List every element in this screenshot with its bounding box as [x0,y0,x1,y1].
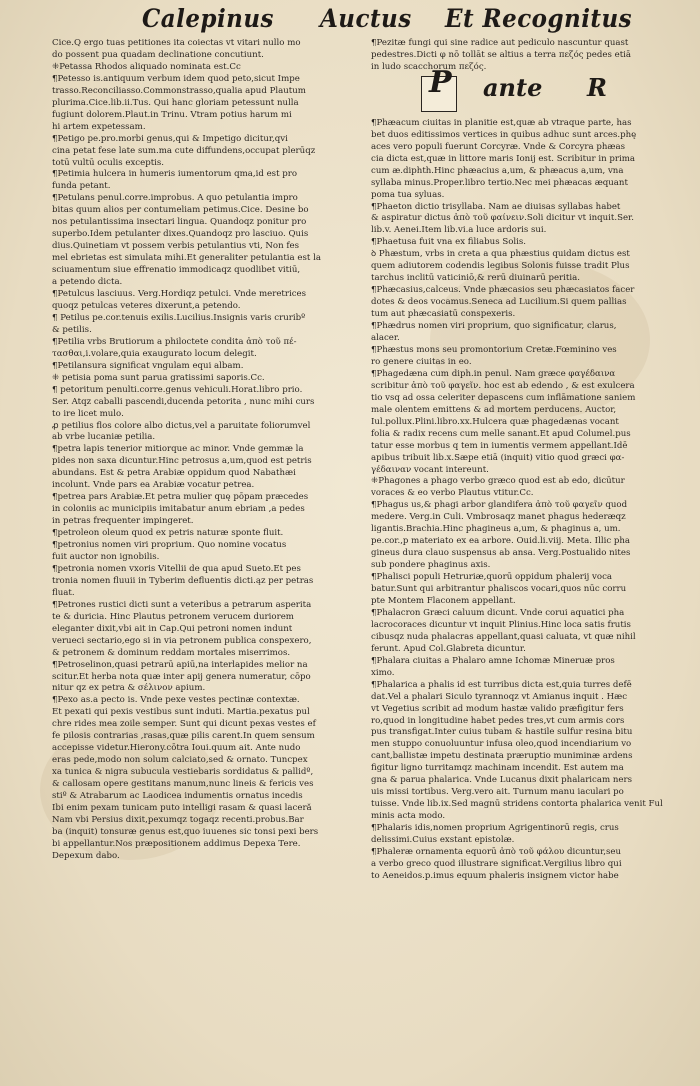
text-line: abundans. Est & petra Arabiæ oppidum quod Nabathæi [52,468,296,479]
left-column [52,38,374,863]
text-line: pedestres.Dicti φ nō tollāt se altius a terra πεζός pedes etiā [371,49,632,60]
text-line: poma tua syluas. [371,189,445,200]
text-line: & petilis. [52,324,92,335]
text-line: tronia nomen fluuii in Tyberim defluentis dicti.ąz per petras [52,575,314,586]
text-line: fluat. [52,587,75,598]
text-line: ¶Phaetusa fuit vna ex filiabus Solis. [371,237,527,248]
text-line: ¶Phædrus nomen viri proprium, quo significatur, clarus, [371,321,617,332]
text-line: & callosam opere gestitans manum,nunc lineis & fericis ves [52,779,314,790]
text-line: in ludo scacchorum πεζός. [371,61,487,72]
text-line: ¶Phalisci populi Hetruriæ,quorū oppidum phalerij voca [371,572,613,583]
text-line: pides non saxa dicuntur.Hinc petrosus a,um,quod est petris [52,456,312,467]
text-line: ¶Petrones rustici dicti sunt a veteribus a petrarum asperita [52,599,312,610]
section-heading-letter: R [587,72,607,102]
text-line: ¶Petilia vrbs Brutiorum a philoctete condita ἀπὸ τοῦ πέ- [52,336,297,347]
text-line: verueci sectario,ego si in via petronem publica conspexero, [52,635,312,646]
text-line: ligantis.Brachia.Hinc phagineus a,um, & phaginus a, um. [371,524,621,535]
text-line: tarchus inclitū vaticiniō,& rerū diuinarū peritia. [371,273,580,284]
text-line: bitas quum alios per contumeliam petimus.Cice. Desine bo [52,205,309,216]
text-line: a petendo dicta. [52,277,123,288]
text-line: incolunt. Vnde pars ea Arabiæ vocatur petrea. [52,480,255,491]
text-line: cina petat fese late sum.ma cute diffundens,occupat plerūqz [52,145,316,156]
text-line: ¶Petroselinon,quasi petrarū apiū,na interlapides melior na [52,659,308,670]
text-line: pus transfigat.Inter cuius tubam & hastile sulfur resina bitu [371,727,633,738]
text-line: ¶Phalaris idis,nomen proprium Agrigentinorū regis, crus [371,823,619,834]
text-line: fe pilosis contrarias ,rasas,quæ pilis carent.In quem sensum [52,731,315,742]
decorated-initial [421,64,457,112]
text-line: a verbo greco quod illustrare significat.Vergilius libro qui [371,858,622,869]
text-line: ¶ petoritum penulti.corre.genus vehiculi.Horat.libro prio. [52,384,303,395]
text-line: ¶ Petilus pe.cor.tenuis exilis.Lucilius.Insignis varis cruribº [52,312,306,323]
text-line: ¶Petulcus lasciuus. Verg.Hordiqz petulci. Vnde meretrices [52,289,307,300]
text-line: ¶Phaeton dictio trisyllaba. Nam ae diuisas syllabas habet [371,201,621,212]
text-line: dat.Vel a phalari Siculo tyrannoqz vt Amianus inquit . Hæc [371,691,628,702]
text-line: scitur.Et herba nota quæ inter apij genera numeratur, cōpo [52,671,311,682]
text-line: ꝓ petilius flos colore albo dictus,vel a paruitate foliorumvel [52,420,311,431]
text-line: fuit auctor non ignobilis. [52,551,160,562]
initial-letter: P [429,64,452,100]
text-line: quoqz petulcas veteres dixerunt,a petendo. [52,300,241,311]
header-middle: Auctus [320,4,412,33]
text-line: superbo.Idem petulanter dixes.Quandoqz pro lasciuo. Quis [52,229,309,240]
text-line: pe.cor.,p materiato ex ea arbore. Ouid.li.viij. Meta. Illic pha [371,536,631,547]
text-line: totū vultū oculis exceptis. [52,157,165,168]
text-line: ⁜ petisia poma sunt parua gratissimi saporis.Cc. [52,372,265,383]
text-line: mel ebrietas est simulata mihi.Et generaliter petulantia est la [52,253,321,264]
text-line: folia & radix recens cum melle sanant.Et apud Columel.pus [371,428,631,439]
text-line: ¶Phalarica a phalis id est turribus dicta est,quia turres defē [371,679,632,690]
text-line: te & duricia. Hinc Plautus petronem verucem duriorem [52,611,294,622]
text-line: τασθαι,i.volare,quia exaugurato locum delegit. [52,348,257,359]
text-line: apibus tribuit lib.x.Sæpe etiā (inquit) vitio quod græci φα- [371,452,625,463]
text-line: ¶petrea pars Arabiæ.Et petra mulier quę pōpam præcedes [52,492,309,503]
text-line: ro,quod in longitudine habet pedes tres,vt cum armis cors [371,715,625,726]
text-line: Ser. Atqz caballi pascendi,ducenda petorita , nunc mihi curs [52,396,315,407]
text-line: figitur ligno turritamqz machinam incendit. Est autem ma [371,763,624,774]
text-line: tuisse. Vnde lib.ix.Sed magnū stridens contorta phalarica venit Ful [371,799,663,810]
text-line: Cice.Q ergo tuas petitiones ita coiectas vt vitari nullo mo [52,38,301,48]
text-line: ⁜Petassa Rhodos aliquado nominata est.Cc [52,61,241,72]
text-line: ro genere ciuitas in eo. [371,356,472,367]
text-line: sciuamentum siue effrenatio immodicaqz quodlibet vitiū, [52,265,301,276]
text-line: gna & parua phalarica. Vnde Lucanus dixit phalaricam ners [371,775,633,786]
text-line: accepisse videtur.Hierony.cōtra Ioui.quum ait. Ante nudo [52,743,301,754]
text-line: ¶petroleon oleum quod ex petris naturæ sponte fluit. [52,528,284,539]
text-line: male olentem emittens & ad mortem perducens. Auctor, [371,404,617,415]
header-left: Calepinus [142,4,274,33]
text-line: Et pexati qui pexis vestibus sunt induti. Martia.pexatus pul [52,707,310,718]
text-line: ¶Phæacum ciuitas in planitie est,quæ ab vtraque parte, has [371,117,632,128]
text-line: alacer. [371,333,400,344]
section-heading-word: ante [483,72,543,102]
text-line: Ibi enim pexam tunicam puto intelligi rasam & quasi laceră [52,803,312,813]
text-line: ab vrbe lucaniæ petilia. [52,432,156,443]
text-line: ¶Petesso is.antiquum verbum idem quod peto,sicut Impe [52,73,300,84]
text-line: & aspiratur dictus ἀπὸ τοῦ φαίνειν.Soli dicitur vt inquit.Ser. [371,213,634,224]
text-line: Nam vbi Persius dixit,pexumqz togaqz recenti.probus.Bar [52,814,304,825]
text-line: ¶Phagus us,& phagi arbor glandifera ἀπὸ τοῦ φαγεῖν quod [371,500,628,511]
text-line: ¶Phalara ciuitas a Phalaro amne Ichomæ Mineruæ pros [371,655,615,666]
text-line: cant,ballistæ impetu destinata præruptio muniminæ ardens [371,751,633,762]
text-line: ¶Phalacron Græci caluum dicunt. Vnde corui aquatici pha [371,607,625,618]
text-line: ¶petronia nomen vxoris Vitellii de qua apud Sueto.Et pes [52,563,301,574]
text-line: funda petant. [52,181,111,192]
right-column-top [371,38,693,74]
text-line: cum æ.diphth.Hinc phæacius a,um, & phæacus a,um, vna [371,165,624,176]
text-line: tio vsq ad ossa celeriter depascens cum inflāmatione saniem [371,392,636,403]
text-line: ba (inquit) tonsuræ genus est,quo iuuenes sic tonsi pexi bers [52,826,319,837]
text-line: nos petulantissima insectari lingua. Quandoqz ponitur pro [52,217,307,228]
header-right: Et Recognitus [445,4,633,33]
text-line: ¶Petilansura significat vngulam equi albam. [52,360,244,371]
text-line: in petras frequenter impingeret. [52,516,194,527]
text-line: to ire licet mulo. [52,408,124,419]
text-line: minis acta modo. [371,811,446,822]
text-line: lacrocoraces dicuntur vt inquit Plinius.Hinc loca satis frutis [371,619,631,630]
text-line: uis missi tortibus. Verg.vero ait. Turnum manu iaculari po [371,787,624,798]
text-line: ¶Phæstus mons seu promontorium Cretæ.Fœminino ves [371,344,617,355]
text-line: voraces & eo verbo Plautus vtitur.Cc. [371,488,534,499]
text-line: ¶Phaleræ ornamenta equorū ἀπὸ τοῦ φάλου dicuntur,seu [371,847,622,857]
text-line: cibusqz nuda phalacras appellant,quasi caluata, vt quæ nihil [371,631,636,642]
text-line: sub pondere phaginus axis. [371,560,491,571]
text-line: ¶Pexo as.a pecto is. Vnde pexe vestes pectinæ contextæ. [52,695,300,706]
text-line: chre rides mea zoile semper. Sunt qui dicunt pexas vestes ef [52,719,316,730]
text-line: trasso.Reconciliasso.Commonstrasso,qualia apud Plautum [52,85,306,96]
text-line: stiº & Atrabarum ac Laodicea indumentis ornatus incedis [52,791,303,802]
text-line: quem adiutorem codendis legibus Solonis fuisse tradit Plus [371,261,630,272]
text-line: ¶Phagedæna cum diph.in penul. Nam græce φαγέδαινα [371,368,616,379]
text-line: ¶Pezitæ fungi qui sine radice aut pediculo nascuntur quast [371,38,629,48]
text-line: plurima.Cice.lib.ii.Tus. Qui hanc gloriam petessunt nulla [52,97,299,108]
text-line: in coloniis ac municipiis imitabatur anum ebriam ,a pedes [52,504,305,515]
text-line: aces vero populi fuerunt Corcyræ. Vnde & Corcyra phæas [371,141,625,152]
text-line: pte Montem Flaconem appellant. [371,595,516,606]
text-line: eras pede,modo non solum calciato,sed & ornato. Tuncpex [52,755,308,766]
text-line: eleganter dixit,vbi ait in Cap.Qui petroni nomen indunt [52,623,293,634]
text-line: ¶Petulans penul.corre.improbus. A quo petulantia impro [52,193,298,204]
text-line: hi artem expetessam. [52,121,146,132]
text-line: dotes & deos vocamus.Seneca ad Lucilium.Si quem pallias [371,297,627,308]
text-line: scribitur ἀπὸ τοῦ φαγεῖν. hoc est ab edendo , & est exulcera [371,380,635,391]
text-line: tatur esse morbus q tem in iumentis vermem appellant.Idē [371,440,628,451]
text-line: do possent pua quadam declinatione concutiunt. [52,49,264,60]
text-line: delissimi.Cuius exstant epistolæ. [371,835,515,846]
text-line: xa tunica & nigra subucula vestiebaris sordidatus & pallidº, [52,767,314,778]
text-line: medere. Verg.in Culi. Vmbrosaqz manet phagus hederæqz [371,512,626,523]
text-line: ¶petra lapis tenerior mitiorque ac minor. Vnde gemmæ la [52,444,304,455]
text-line: γέδαιναν vocant intereunt. [371,464,489,475]
text-line: dius.Quinetiam vt possem verbis petulantius vti, Non fes [52,241,300,252]
text-line: bet duos editissimos vertices in quibus adhuc sunt arces.phę [371,129,637,140]
text-line: ¶Phæcasius,calceus. Vnde phæcasios seu phæcasiatos facer [371,285,635,296]
text-line: vt Vegetius scribit ad modum hastæ valido præfigitur fers [371,703,624,714]
text-line: ꝺ Phæstum, vrbs in creta a qua phæstius quidam dictus est [371,249,630,260]
text-line: syllaba minus.Proper.libro tertio.Nec mei phæacas æquant [371,177,628,188]
text-line: cia dicta est,quæ in littore maris Ionij est. Scribitur in prima [371,153,636,164]
right-column-body [371,118,693,883]
text-line: bi appellantur.Nos præpositionem addimus Depexa Tere. [52,838,301,849]
text-line: fugiunt dolorem.Plaut.in Trinu. Vtram potius harum mi [52,109,292,120]
right-column [371,38,693,883]
text-line: ⁜Phagones a phago verbo græco quod est ab edo, dicūtur [371,476,625,487]
text-line: men stuppo conuoluuntur infusa oleo,quod incendiarium vo [371,739,632,750]
text-line: batur.Sunt qui arbitrantur phaliscos vocari,quos nūc corru [371,584,627,595]
text-line: Iul.pollux.Plini.libro.xx.Hulcera quæ phagedænas vocant [371,416,619,427]
text-line: ¶Petimia hulcera in humeris iumentorum qma,id est pro [52,169,298,180]
text-line: ¶Petigo pe.pro.morbi genus,qui & Impetigo dicitur,qvi [52,133,288,144]
text-line: ximo. [371,667,395,678]
running-header [0,4,700,38]
text-line: to Aeneidos.p.imus equum phaleris insignem victor habe [371,870,619,881]
text-line: ¶petronius nomen viri proprium. Quo nomine vocatus [52,540,287,551]
text-line: nitur qz ex petra & σέλινον apium. [52,683,206,694]
text-line: ferunt. Apud Col.Glabreta dicuntur. [371,643,526,654]
text-line: tum aut phæcasiatū conspexeris. [371,309,516,320]
text-line: gineus dura clauo suspensus ab ansa. Verg.Postualido nites [371,548,631,559]
text-line: lib.v. Aenei.Item lib.vi.a luce ardoris sui. [371,225,547,236]
text-line: Depexum dabo. [52,850,120,861]
text-line: & petronem & dominum reddam mortales miserrimos. [52,647,291,658]
